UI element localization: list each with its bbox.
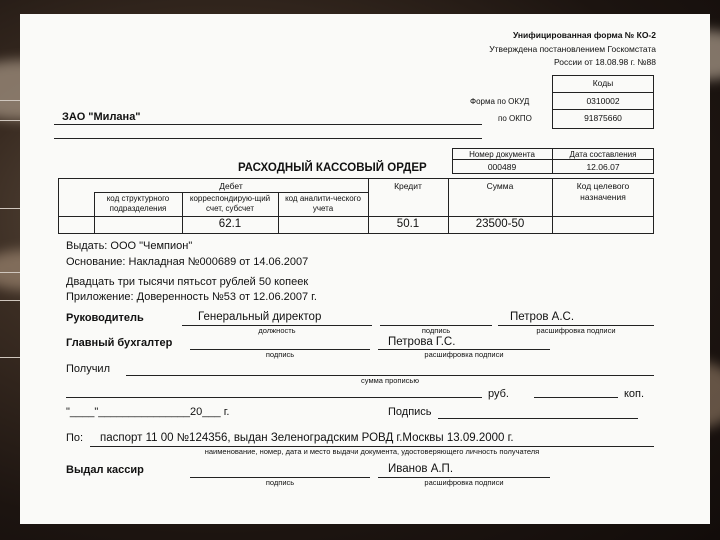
cash-order-form [20,14,710,524]
background-rule [0,300,20,301]
accountant-name: Петрова Г.С. [388,336,456,348]
sign-line [438,418,638,419]
form-header-line: Унифицированная форма № КО-2 [512,30,656,40]
basis: Основание: Накладная №000689 от 14.06.2007 [66,256,309,268]
okud-label: Форма по ОКУД [470,97,530,106]
caption-decode: расшифровка подписи [424,478,504,487]
background-rule [0,208,20,209]
attachment: Приложение: Доверенность №53 от 12.06.2007 г. [66,291,317,303]
kop-label: коп. [624,388,645,400]
passport-details: паспорт 11 00 №124356, выдан Зеленоградским РОВД г.Москвы 13.09.2000 г. [100,432,514,444]
credit-account-value: 50.1 [396,218,420,230]
received-label: Получил [66,363,110,375]
okpo-label: по ОКПО [498,114,532,123]
background-rule [0,100,20,101]
by-label: По: [66,432,84,444]
kop-line [534,397,618,398]
head-position: Генеральный директор [198,311,322,323]
sign-label: Подпись [388,406,432,418]
amount-in-words: Двадцать три тысячи пятьсот рублей 50 копеек [66,276,309,288]
cashier-label: Выдал кассир [66,464,144,476]
caption-decode: расшифровка подписи [536,326,616,335]
organization-name: ЗАО "Милана" [62,111,141,123]
table-vline [552,178,553,234]
date-line: "____"_______________20___ г. [66,406,230,418]
background-rule [0,120,20,121]
caption-signature: подпись [265,350,295,359]
caption-position: должность [258,326,296,335]
doc-number: 000489 [487,162,517,172]
accountant-label: Главный бухгалтер [66,337,173,349]
purpose-header: Код целевого назначения [576,181,630,202]
subdivision-header: код структурного подразделения [106,194,170,213]
credit-header: Кредит [394,181,422,191]
rub-label: руб. [488,388,509,400]
sum-header: Сумма [486,181,514,191]
caption-signature: подпись [421,326,451,335]
caption-decode: расшифровка подписи [424,350,504,359]
doc-number-date-hline [452,159,654,160]
background-rule [0,272,20,273]
org-underline [54,124,482,125]
form-header-line: Утверждена постановлением Госкомстата [489,44,656,54]
okud-value: 0310002 [586,96,620,106]
cashier-name: Иванов А.П. [388,463,454,475]
doc-date-label: Дата составления [569,150,637,159]
caption-passport: наименование, номер, дата и место выдачи документа, удостоверяющего личность получателя [204,447,540,456]
form-title: РАСХОДНЫЙ КАССОВЫЙ ОРДЕР [238,162,427,174]
debit-account-value: 62.1 [218,218,242,230]
okpo-value: 91875660 [584,113,622,123]
form-header-line: России от 18.08.98 г. №88 [554,57,656,67]
codes-label: Коды [592,78,614,88]
head-name: Петров А.С. [510,311,575,323]
head-label: Руководитель [66,312,144,324]
table-hline [58,216,654,217]
corr-account-header: корреспондирую-щий счет, субсчет [189,194,271,213]
org-underline-2 [54,138,482,139]
analytic-code-header: код аналити-ческого учета [285,194,361,213]
debit-header: Дебет [219,181,243,191]
caption-sum-words: сумма прописью [361,376,419,385]
sum-words-line-2 [66,397,482,398]
caption-signature: подпись [265,478,295,487]
doc-number-label: Номер документа [469,150,535,159]
doc-date: 12.06.07 [586,162,620,172]
table-hline [94,192,368,193]
amount-value: 23500-50 [475,218,525,230]
background-rule [0,357,20,358]
issue-to: Выдать: ООО "Чемпион" [66,240,193,252]
